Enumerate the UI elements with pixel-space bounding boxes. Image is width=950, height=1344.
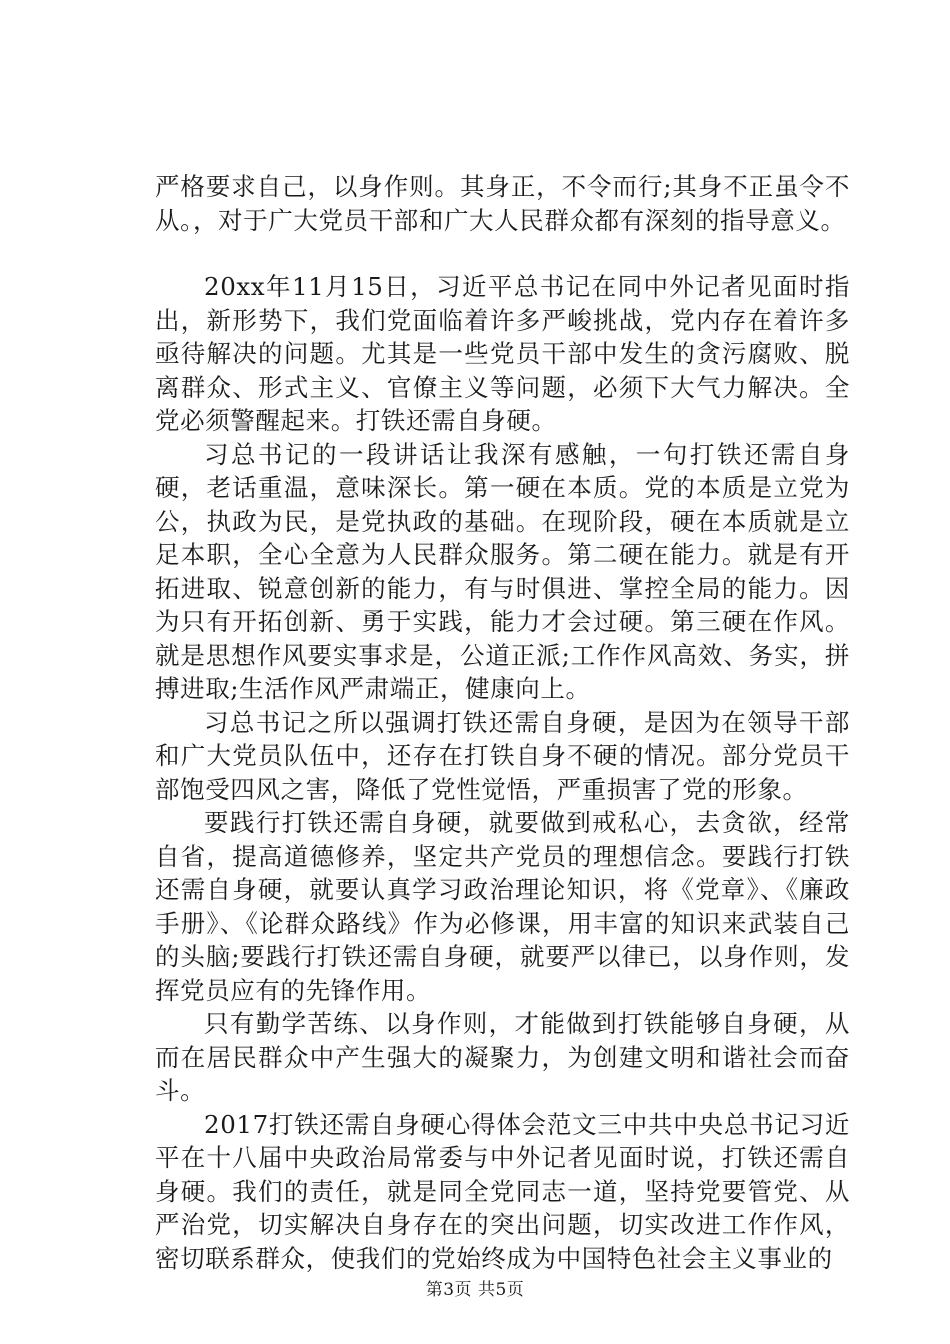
- paragraph-5: 要践行打铁还需自身硬，就要做到戒私心，去贪欲，经常自省，提高道德修养，坚定共产党员的理想信念。要践行打铁还需自身硬，就要认真学习政治理论知识，将《党章》、《廉政手册》、《论群众路线》作为必修课，用丰富的知识来武装自己的头脑;要践行打铁还需自身硬，就要严以律已，以身作则，发挥党员应有的先锋作用。: [155, 808, 850, 1005]
- paragraph-4: 习总书记之所以强调打铁还需自身硬，是因为在领导干部和广大党员队伍中，还存在打铁自身不硬的情况。部分党员干部饱受四风之害，降低了党性觉悟，严重损害了党的形象。: [155, 707, 850, 804]
- paragraph-7: 2017打铁还需自身硬心得体会范文三中共中央总书记习近平在十八届中央政治局常委与中外记者见面时说，打铁还需自身硬。我们的责任，就是同全党同志一道，坚持党要管党、从严治党，切实解决自身存在的突出问题，切实改进工作作风，密切联系群众，使我们的党始终成为中国特色社会主义事业的: [155, 1109, 850, 1273]
- document-body: [155, 170, 850, 1275]
- page-number-footer: 第3页 共5页: [425, 1280, 525, 1300]
- paragraph-2: 20xx年11月15日，习近平总书记在同中外记者见面时指出，新形势下，我们党面临着许多严峻挑战，党内存在着许多亟待解决的问题。尤其是一些党员干部中发生的贪污腐败、脱离群众、形式主义、官僚主义等问题，必须下大气力解决。全党必须警醒起来。打铁还需自身硬。: [155, 272, 850, 435]
- paragraph-3: 习总书记的一段讲话让我深有感触，一句打铁还需自身硬，老话重温，意味深长。第一硬在本质。党的本质是立党为公，执政为民，是党执政的基础。在现阶段，硬在本质就是立足本职，全心全意为人民群众服务。第二硬在能力。就是有开拓进取、锐意创新的能力，有与时俱进、掌控全局的能力。因为只有开拓创新、勇于实践，能力才会过硬。第三硬在作风。就是思想作风要实事求是，公道正派;工作作风高效、务实，拼搏进取;生活作风严肃端正，健康向上。: [155, 439, 850, 703]
- paragraph-1: 严格要求自己，以身作则。其身正，不令而行;其身不正虽令不从。，对于广大党员干部和广大人民群众都有深刻的指导意义。: [155, 172, 850, 235]
- paragraph-6: 只有勤学苦练、以身作则，才能做到打铁能够自身硬，从而在居民群众中产生强大的凝聚力，为创建文明和谐社会而奋斗。: [155, 1009, 850, 1105]
